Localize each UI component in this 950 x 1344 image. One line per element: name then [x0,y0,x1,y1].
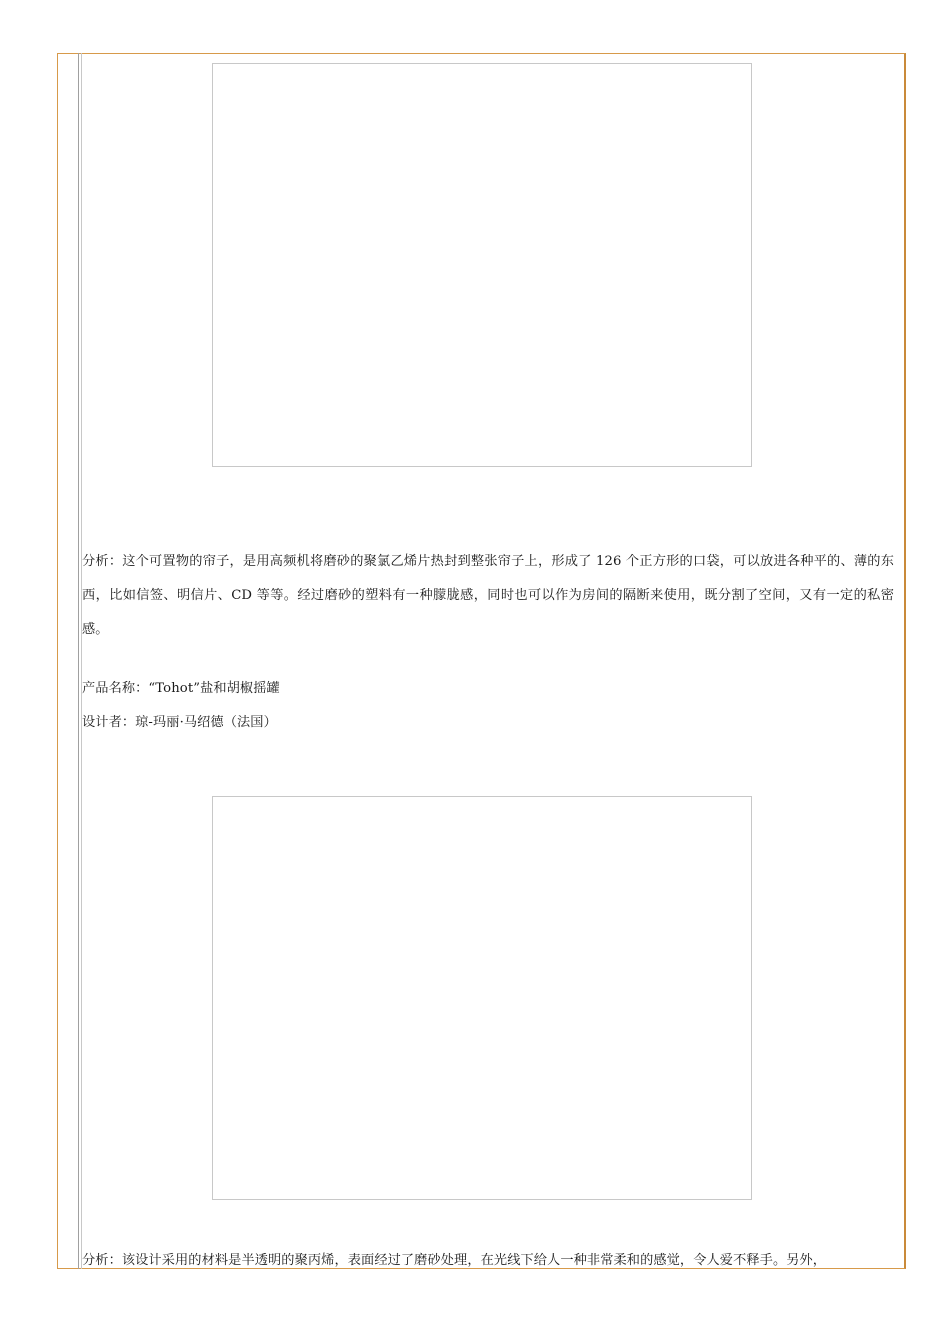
left-rule-secondary [81,53,82,1269]
analysis-paragraph-shaker: 分析：该设计采用的材料是半透明的聚丙烯，表面经过了磨砂处理，在光线下给人一种非常柔和的感觉，令人爱不释手。另外， [82,1253,827,1268]
analysis-paragraph-curtain: 分析：这个可置物的帘子，是用高频机将磨砂的聚氯乙烯片热封到整张帘子上，形成了 126 个正方形的口袋，可以放进各种平的、薄的东西，比如信签、明信片、CD 等等。经过磨砂的塑料有一种朦胧感，同时也可以作为房间的隔断来使用，既分割了空间，又有一定的私密感。 [82,554,894,637]
product-name-line: 产品名称：“Tohot”盐和胡椒摇罐 [82,681,280,696]
left-rule [78,53,79,1269]
product-image-shaker [212,796,752,1200]
designer-line: 设计者：琼-玛丽·马绍德（法国） [82,715,277,730]
product-image-curtain [212,63,752,467]
